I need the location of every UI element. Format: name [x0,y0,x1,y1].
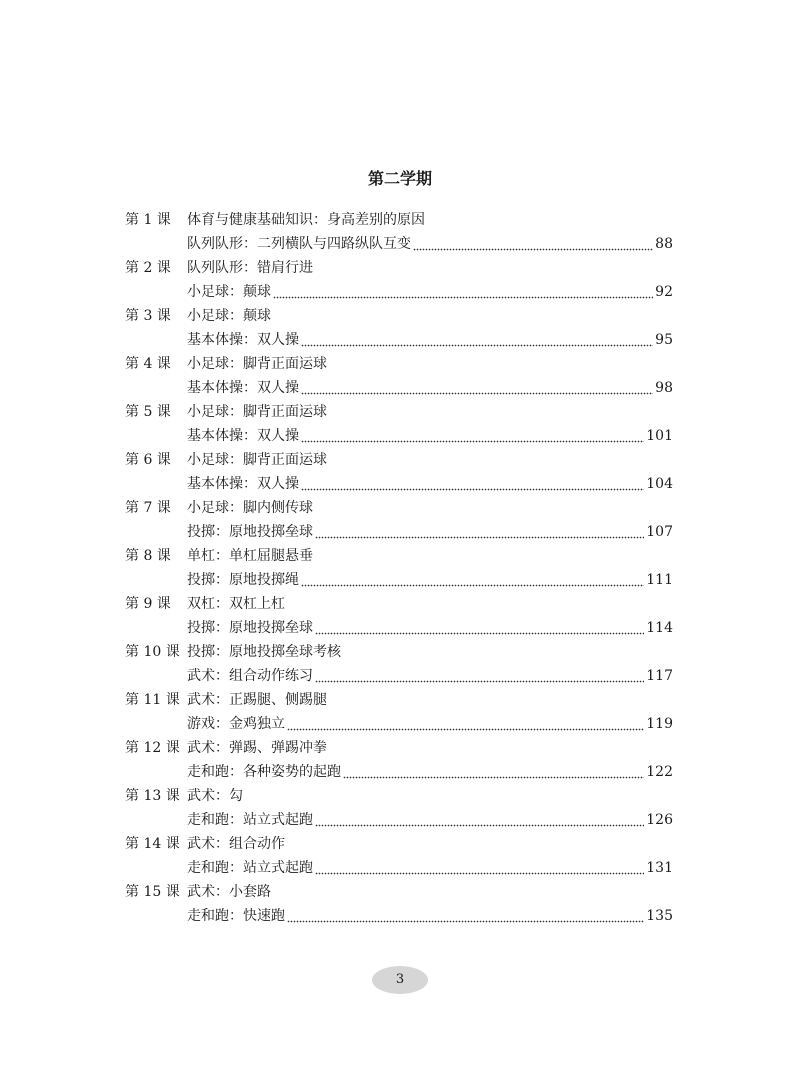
table-of-contents [125,208,673,928]
dot-leader [315,676,644,683]
dot-leader [301,436,644,443]
lesson-subtopic: 投掷：原地投掷垒球 [187,524,313,540]
lesson-number: 第 15 课 [125,884,180,900]
lesson-number: 第 10 课 [125,644,180,660]
lesson-topic: 小足球：脚内侧传球 [187,500,313,516]
toc-heading-line [125,400,673,424]
toc-heading-line [125,688,673,712]
page-reference: 111 [646,572,673,588]
toc-entry [125,496,673,544]
toc-page-line [125,808,673,832]
lesson-number: 第 11 课 [125,692,180,708]
toc-page-line [125,232,673,256]
dot-leader [301,388,653,395]
lesson-number: 第 5 课 [125,404,171,420]
toc-entry [125,640,673,688]
lesson-subtopic: 基本体操：双人操 [187,380,299,396]
page-number-badge: 3 [372,966,428,994]
lesson-topic: 小足球：脚背正面运球 [187,356,327,372]
lesson-number: 第 4 课 [125,356,171,372]
lesson-subtopic: 基本体操：双人操 [187,428,299,444]
toc-heading-line [125,448,673,472]
dot-leader [301,340,653,347]
lesson-subtopic: 投掷：原地投掷垒球 [187,620,313,636]
dot-leader [301,580,644,587]
page-reference: 107 [646,524,673,540]
page-reference: 126 [646,812,673,828]
dot-leader [301,484,644,491]
lesson-topic: 小足球：脚背正面运球 [187,452,327,468]
lesson-number: 第 6 课 [125,452,171,468]
toc-page-line [125,328,673,352]
lesson-subtopic: 队列队形：二列横队与四路纵队互变 [187,236,411,252]
toc-entry [125,304,673,352]
lesson-topic: 武术：正踢腿、侧踢腿 [187,692,327,708]
dot-leader [343,772,644,779]
lesson-topic: 武术：组合动作 [187,836,285,852]
page-reference: 122 [646,764,673,780]
lesson-number: 第 7 课 [125,500,171,516]
lesson-topic: 武术：小套路 [187,884,271,900]
lesson-subtopic: 小足球：颠球 [187,284,271,300]
toc-heading-line [125,832,673,856]
toc-heading-line [125,352,673,376]
page-reference: 92 [655,284,673,300]
lesson-topic: 小足球：颠球 [187,308,271,324]
toc-page-line [125,712,673,736]
dot-leader [287,916,644,923]
page-reference: 88 [655,236,673,252]
page-title: 第二学期 [367,169,432,188]
toc-entry [125,400,673,448]
lesson-number: 第 14 课 [125,836,180,852]
lesson-subtopic: 投掷：原地投掷绳 [187,572,299,588]
lesson-subtopic: 游戏：金鸡独立 [187,716,285,732]
lesson-number: 第 2 课 [125,260,171,276]
page-reference: 98 [655,380,673,396]
lesson-subtopic: 基本体操：双人操 [187,476,299,492]
page-reference: 119 [646,716,673,732]
lesson-topic: 武术：勾 [187,788,243,804]
toc-entry [125,880,673,928]
toc-page-line [125,904,673,928]
dot-leader [315,628,644,635]
toc-page-line [125,664,673,688]
toc-page-line [125,568,673,592]
lesson-number: 第 1 课 [125,212,171,228]
page-reference: 114 [646,620,673,636]
toc-entry [125,208,673,256]
toc-page-line [125,424,673,448]
dot-leader [273,292,653,299]
dot-leader [315,868,644,875]
lesson-number: 第 13 课 [125,788,180,804]
lesson-subtopic: 基本体操：双人操 [187,332,299,348]
toc-entry [125,448,673,496]
page-reference: 104 [646,476,673,492]
toc-heading-line [125,880,673,904]
lesson-topic: 双杠：双杠上杠 [187,596,285,612]
lesson-topic: 单杠：单杠屈腿悬垂 [187,548,313,564]
toc-entry [125,352,673,400]
toc-entry [125,736,673,784]
lesson-subtopic: 走和跑：快速跑 [187,908,285,924]
toc-entry [125,832,673,880]
toc-heading-line [125,496,673,520]
toc-page-line [125,760,673,784]
toc-heading-line [125,544,673,568]
lesson-topic: 队列队形：错肩行进 [187,260,313,276]
page-reference: 95 [655,332,673,348]
lesson-number: 第 8 课 [125,548,171,564]
toc-entry [125,784,673,832]
toc-page-line [125,520,673,544]
dot-leader [315,532,644,539]
toc-heading-line [125,304,673,328]
page-reference: 101 [646,428,673,444]
toc-heading-line [125,256,673,280]
toc-entry [125,592,673,640]
page-reference: 135 [646,908,673,924]
toc-page-line [125,280,673,304]
toc-entry [125,544,673,592]
toc-entry [125,256,673,304]
toc-heading-line [125,640,673,664]
toc-heading-line [125,784,673,808]
lesson-subtopic: 走和跑：站立式起跑 [187,812,313,828]
lesson-topic: 小足球：脚背正面运球 [187,404,327,420]
page-reference: 117 [646,668,673,684]
lesson-subtopic: 武术：组合动作练习 [187,668,313,684]
toc-page-line [125,376,673,400]
page-reference: 131 [646,860,673,876]
lesson-number: 第 3 课 [125,308,171,324]
toc-heading-line [125,208,673,232]
toc-heading-line [125,736,673,760]
lesson-number: 第 12 课 [125,740,180,756]
lesson-topic: 体育与健康基础知识：身高差别的原因 [187,212,425,228]
toc-entry [125,688,673,736]
lesson-topic: 投掷：原地投掷垒球考核 [187,644,341,660]
toc-page-line [125,472,673,496]
toc-page-line [125,856,673,880]
lesson-subtopic: 走和跑：站立式起跑 [187,860,313,876]
lesson-topic: 武术：弹踢、弹踢冲拳 [187,740,327,756]
lesson-number: 第 9 课 [125,596,171,612]
dot-leader [315,820,644,827]
toc-heading-line [125,592,673,616]
dot-leader [413,244,653,251]
lesson-subtopic: 走和跑：各种姿势的起跑 [187,764,341,780]
toc-page-line [125,616,673,640]
dot-leader [287,724,644,731]
